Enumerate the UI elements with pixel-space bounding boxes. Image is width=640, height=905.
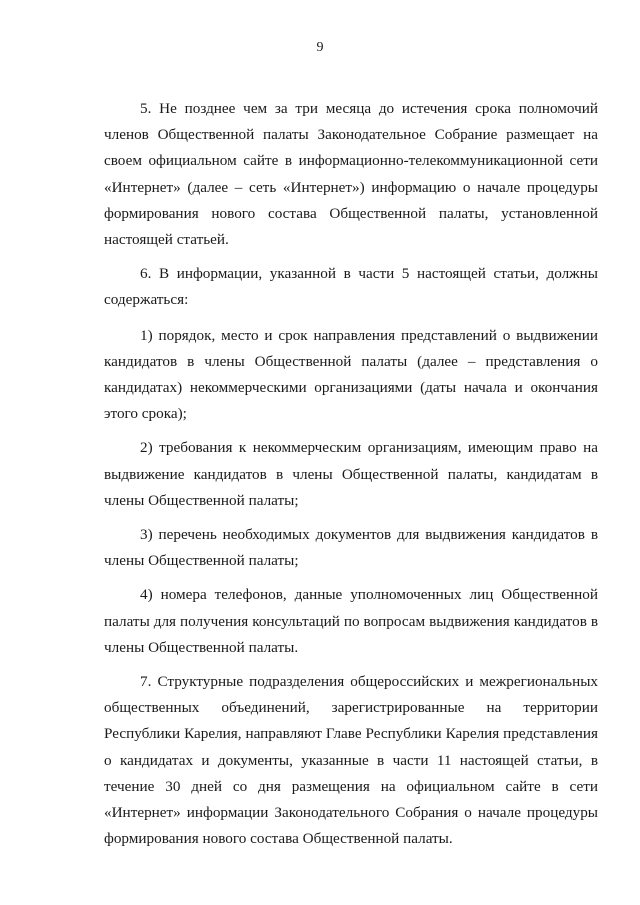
list-item-6-3: 3) перечень необходимых документов для выдвижения кандидатов в члены Общественной палаты; bbox=[104, 526, 598, 570]
list-item-6-2: 2) требования к некоммерческим организациям, имеющим право на выдвижение кандидатов в члены Общественной палаты, кандидатам в члены Общественной палаты; bbox=[104, 439, 598, 509]
page-number: 9 bbox=[316, 40, 324, 55]
list-item-6-1: 1) порядок, место и срок направления представлений о выдвижении кандидатов в члены Общественной палаты (далее – представления о кандидатах) некоммерческими организациями (даты начала и окончания этого срока); bbox=[104, 326, 598, 423]
paragraph-7: 7. Структурные подразделения общероссийских и межрегиональных общественных объединений, зарегистрированные на территории Республики Карелия, направляют Главе Республики Карелия представления о кандидатах и документы, указанные в части 11 настоящей статьи, в течение 30 дней со дня размещения на официальном сайте в сети «Интернет» информации Законодательного Собрания о начале процедуры формирования нового состава Общественной палаты. bbox=[104, 673, 598, 848]
paragraph-6: 6. В информации, указанной в части 5 настоящей статьи, должны содержаться: bbox=[104, 265, 598, 309]
paragraph-5: 5. Не позднее чем за три месяца до истечения срока полномочий членов Общественной палаты Законодательное Собрание размещает на своем официальном сайте в информационно-телекоммуникационной сети «Интернет» (далее – сеть «Интернет») информацию о начале процедуры формирования нового состава Общественной палаты, установленной настоящей статьей. bbox=[104, 100, 598, 249]
list-item-6-4: 4) номера телефонов, данные уполномоченных лиц Общественной палаты для получения консультаций по вопросам выдвижения кандидатов в члены Общественной палаты. bbox=[104, 586, 598, 656]
document-body bbox=[104, 96, 598, 861]
